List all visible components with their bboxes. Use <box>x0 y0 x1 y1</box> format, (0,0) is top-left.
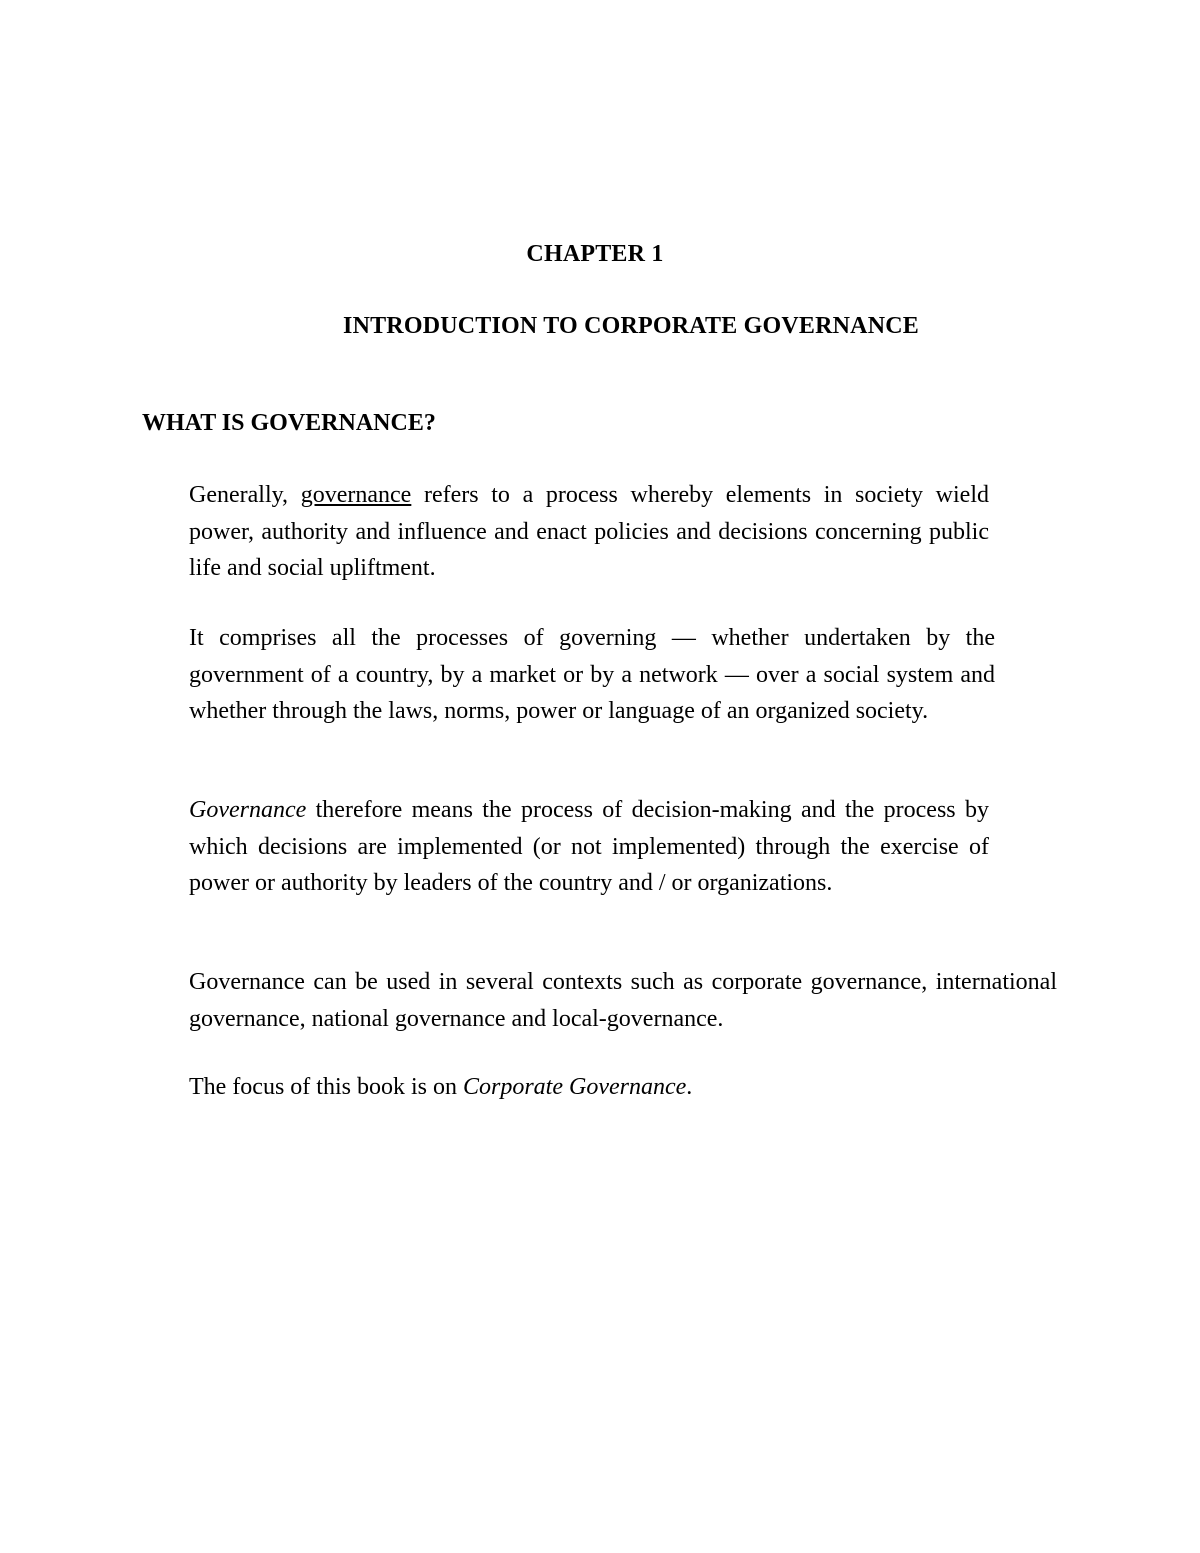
paragraph-meaning <box>189 792 989 902</box>
italic-term: Governance <box>189 797 307 823</box>
paragraph-text: therefore means the process of decision-making and the process by which decisions are implemented (or not implemented) through the exercise of power or authority by leaders of the country and / or organizations. <box>189 797 989 896</box>
paragraph-text: . <box>686 1074 693 1100</box>
italic-term: Corporate Governance <box>462 1074 687 1100</box>
paragraph-text: Generally, <box>189 482 301 508</box>
chapter-title: INTRODUCTION TO CORPORATE GOVERNANCE <box>343 313 919 339</box>
chapter-number: CHAPTER 1 <box>526 241 664 267</box>
paragraph-text: The focus of this book is on <box>189 1074 463 1100</box>
paragraph-processes: It comprises all the processes of governing — whether undertaken by the government of a country, by a market or by a network — over a social system and whether through the laws, norms, power or language of an organized society. <box>189 625 995 724</box>
section-heading: WHAT IS GOVERNANCE? <box>142 410 436 436</box>
paragraph-text: refers to a process whereby elements in society wield power, authority and influence and enact policies and decisions concerning public life and social upliftment. <box>189 482 989 581</box>
underlined-term: governance <box>300 482 412 508</box>
paragraph-definition <box>189 477 989 587</box>
paragraph-contexts: Governance can be used in several contexts such as corporate governance, international governance, national governance and local-governance. <box>189 969 1057 1032</box>
paragraph-focus <box>189 1069 1089 1106</box>
